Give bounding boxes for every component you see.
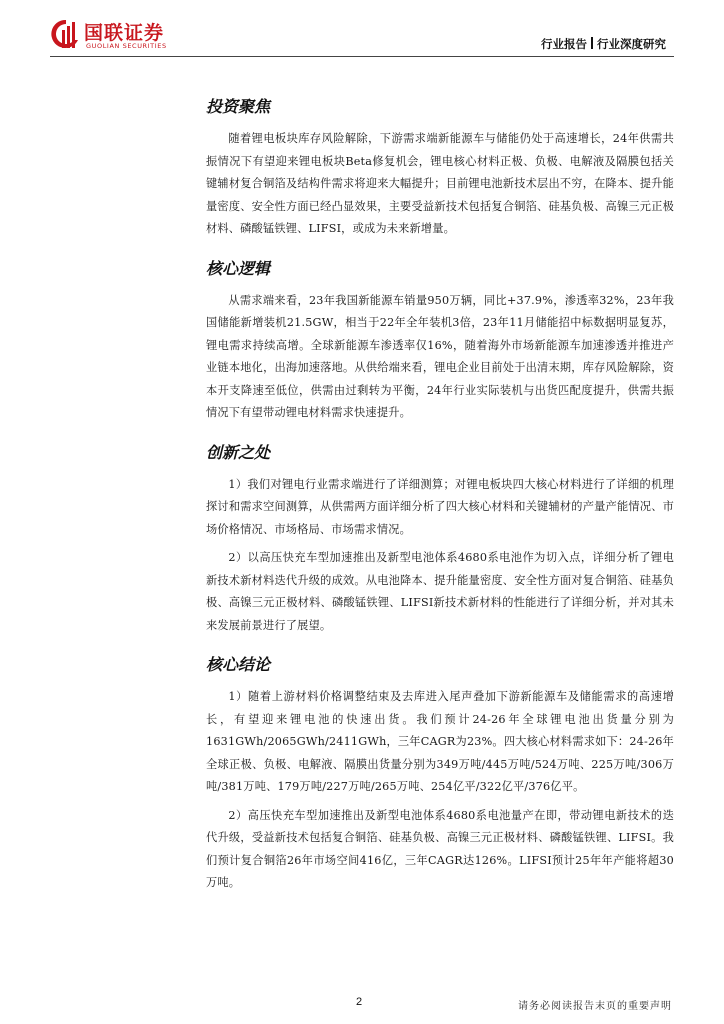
page-number: 2 [356,996,363,1008]
disclaimer-notice: 请务必阅读报告末页的重要声明 [518,1001,672,1012]
page-header [0,0,724,60]
report-body [206,94,674,901]
conclusion-paragraph-1: 1）随着上游材料价格调整结束及去库进入尾声叠加下游新能源车及储能需求的高速增长，有望迎来锂电池的快速出货。我们预计24-26年全球锂电池出货量分别为1631GWh/2065GWh/2411GWh，三年CAGR为23%。四大核心材料需求如下：24-26年全球正极、负极、电解液、隔膜出货量分别为349万吨/445万吨/524万吨、225万吨/306万吨/381万吨、179万吨/227万吨/265万吨、254亿平/322亿平/376亿平。 [206,690,674,793]
header-divider [50,56,674,57]
innovation-paragraph-2: 2）以高压快充车型加速推出及新型电池体系4680系电池作为切入点，详细分析了锂电新技术新材料迭代升级的成效。从电池降本、提升能量密度、安全性方面对复合铜箔、硅基负极、高镍三元正极材料、磷酸锰铁锂、LIFSI新技术新材料的性能进行了详细分析，并对其未来发展前景进行了展望。 [206,551,674,632]
section-title-core-logic: 核心逻辑 [206,258,271,278]
report-type: 行业报告 [541,37,587,51]
innovation-paragraph-1: 1）我们对锂电行业需求端进行了详细测算；对锂电板块四大核心材料进行了详细的机理探讨和需求空间测算，从供需两方面详细分析了四大核心材料和关键辅材的产量产能情况、市场价格情况、市场格局、市场需求情况。 [206,477,674,536]
brand-logo [50,18,190,52]
header-separator [591,37,593,49]
investment-focus-paragraph: 随着锂电板块库存风险解除，下游需求端新能源车与储能仍处于高速增长，24年供需共振情况下有望迎来锂电板块Beta修复机会，锂电核心材料正极、负极、电解液及隔膜包括关键辅材复合铜箔及结构件需求将迎来大幅提升；目前锂电池新技术层出不穷，在降本、提升能量密度、安全性方面已经凸显效果，主要受益新技术包括复合铜箔、硅基负极、高镍三元正极材料、磷酸锰铁锂、LIFSI，或成为未来新增量。 [206,132,674,235]
brand-name-en: GUOLIAN SECURITIES [86,42,167,50]
report-subtype: 行业深度研究 [597,37,666,51]
section-title-innovation: 创新之处 [206,442,271,462]
brand-logo-icon [50,18,80,52]
brand-name-cn: 国联证券 [84,22,165,44]
report-type-label [541,36,666,52]
core-logic-paragraph: 从需求端来看，23年我国新能源车销量950万辆，同比+37.9%，渗透率32%，23年我国储能新增装机21.5GW，相当于22年全年装机3倍，23年11月储能招中标数据明显复苏，锂电需求持续高增。全球新能源车渗透率仅16%，随着海外市场新能源车加速渗透并推进产业链本地化，出海加速落地。从供给端来看，锂电企业目前处于出清末期，库存风险解除，资本开支降速至低位，供需由过剩转为平衡，24年行业实际装机与出货匹配度提升，供需共振情况下有望带动锂电材料需求快速提升。 [206,293,674,419]
section-title-core-conclusion: 核心结论 [206,655,271,674]
conclusion-paragraph-2: 2）高压快充车型加速推出及新型电池体系4680系电池量产在即，带动锂电新技术的迭代升级，受益新技术包括复合铜箔、硅基负极、高镍三元正极材料、磷酸锰铁锂、LIFSI。我们预计复合铜箔26年市场空间416亿，三年CAGR达126%。LIFSI预计25年年产能将超30万吨。 [206,808,674,889]
section-title-investment-focus: 投资聚焦 [206,97,271,116]
